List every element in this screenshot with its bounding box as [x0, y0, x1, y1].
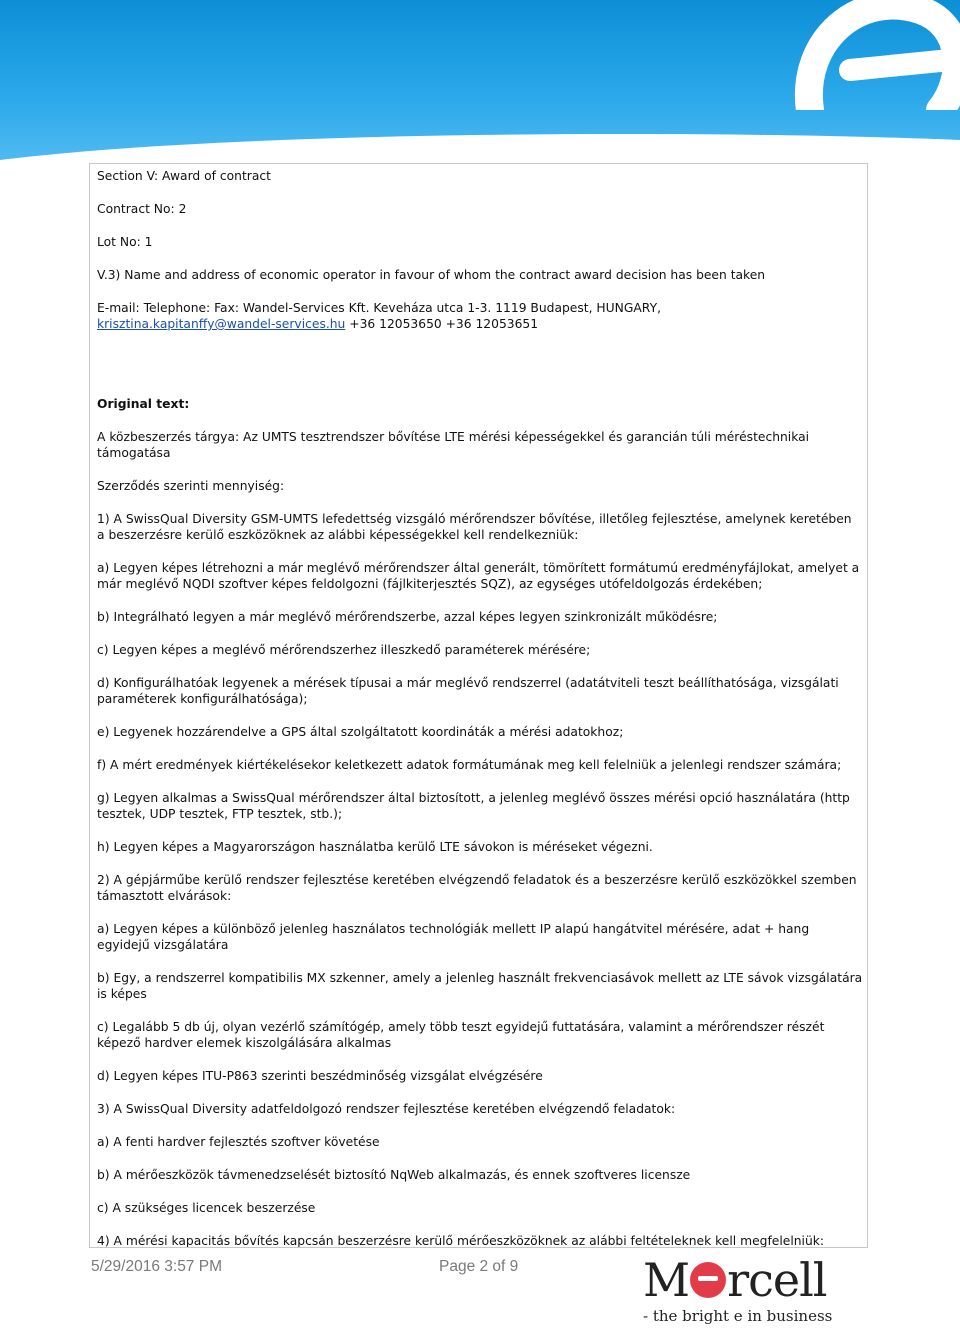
- brand-wordmark-end: rcell: [727, 1253, 827, 1307]
- lot-number: Lot No: 1: [97, 235, 153, 249]
- footer-divider: [89, 1247, 868, 1248]
- paragraph: e) Legyenek hozzárendelve a GPS által szolgáltatott koordináták a mérési adatokhoz;: [97, 725, 624, 739]
- banner-e-logo-icon: [790, 0, 960, 110]
- paragraph: 4) A mérési kapacitás bővítés kapcsán beszerzésre kerülő mérőeszközöknek az alábbi feltételeknek kell megfelelniük:: [97, 1234, 825, 1248]
- paragraph: 1) A SwissQual Diversity GSM-UMTS lefedettség vizsgáló mérőrendszer bővítése, illetőleg fejlesztése, amelynek keretében a beszerzésre kerülő eszközöknek az alábbi képességekkel kell rendelkezniük:: [97, 512, 852, 542]
- operator-heading: V.3) Name and address of economic operator in favour of whom the contract award decision has been taken: [97, 268, 766, 282]
- header-banner: [0, 0, 960, 160]
- brand-tagline: - the bright e in business: [643, 1307, 833, 1325]
- paragraph: c) Legyen képes a meglévő mérőrendszerhez illeszkedő paraméterek mérésére;: [97, 643, 591, 657]
- footer-date: 5/29/2016 3:57 PM: [91, 1258, 222, 1275]
- paragraph: A közbeszerzés tárgya: Az UMTS tesztrendszer bővítése LTE mérési képességekkel és garancián túli méréstechnikai támogatása: [97, 430, 810, 460]
- contact-address: E-mail: Telephone: Fax: Wandel-Services Kft. Keveháza utca 1-3. 1119 Budapest, HUNGARY,: [97, 301, 661, 315]
- contract-number: Contract No: 2: [97, 202, 187, 216]
- paragraph: b) Egy, a rendszerrel kompatibilis MX szkenner, amely a jelenleg használt frekvenciasávok mellett az LTE sávok vizsgálatára is képes: [97, 971, 863, 1001]
- brand-e-icon: [690, 1262, 726, 1298]
- brand-wordmark-start: M: [643, 1253, 690, 1307]
- operator-contact: [97, 300, 863, 332]
- paragraph: f) A mért eredmények kiértékelésekor keletkezett adatok formátumának meg kell felelniük a jelenlegi rendszer számára;: [97, 758, 842, 772]
- contact-email-link[interactable]: krisztina.kapitanffy@wandel-services.hu: [97, 317, 346, 331]
- paragraph: h) Legyen képes a Magyarországon használatba kerülő LTE sávokon is méréseket végezni.: [97, 840, 653, 854]
- paragraph: g) Legyen alkalmas a SwissQual mérőrendszer által biztosított, a jelenleg meglévő összes mérési opció használatára (http tesztek, UDP tesztek, FTP tesztek, stb.);: [97, 791, 850, 821]
- paragraph: 2) A gépjárműbe kerülő rendszer fejlesztése keretében elvégzendő feladatok és a beszerzésre kerülő eszközökkel szemben támasztott elvárások:: [97, 873, 857, 903]
- paragraph: c) Legalább 5 db új, olyan vezérlő számítógép, amely több teszt egyidejű futtatására, valamint a mérőrendszer részét képező hardver elemek kiszolgálására alkalmas: [97, 1020, 825, 1050]
- contact-phones: +36 12053650 +36 12053651: [345, 317, 539, 331]
- section-heading: Section V: Award of contract: [97, 169, 271, 183]
- paragraph: a) Legyen képes létrehozni a már meglévő mérőrendszer által generált, tömörített formátumú eredményfájlokat, amelyet a már meglévő NQDI szoftver képes feldolgozni (fájlkiterjesztés SQZ), az egységes utófeldolgozás érdekében;: [97, 561, 860, 591]
- original-text-label: Original text:: [97, 397, 190, 411]
- paragraph: c) A szükséges licencek beszerzése: [97, 1201, 316, 1215]
- paragraph: 3) A SwissQual Diversity adatfeldolgozó rendszer fejlesztése keretében elvégzendő feladatok:: [97, 1102, 676, 1116]
- paragraph: a) Legyen képes a különböző jelenleg használatos technológiák mellett IP alapú hangátvitel mérésére, adat + hang egyidejű vizsgálatára: [97, 922, 810, 952]
- banner-wave: [0, 120, 960, 160]
- brand-wordmark: [643, 1252, 827, 1308]
- paragraph: a) A fenti hardver fejlesztés szoftver követése: [97, 1135, 380, 1149]
- paragraph: b) A mérőeszközök távmenedzselését biztosító NqWeb alkalmazás, és ennek szoftveres licensze: [97, 1168, 691, 1182]
- paragraph: Szerződés szerinti mennyiség:: [97, 479, 285, 493]
- paragraph: d) Konfigurálhatóak legyenek a mérések típusai a már meglévő rendszerrel (adatátviteli teszt beállíthatósága, vizsgálati paraméterek konfigurálhatósága);: [97, 676, 839, 706]
- brand-logo: [643, 1252, 868, 1329]
- notice-content: [89, 163, 868, 1248]
- paragraph: b) Integrálható legyen a már meglévő mérőrendszerbe, azzal képes legyen szinkronizált működésre;: [97, 610, 718, 624]
- paragraph: d) Legyen képes ITU-P863 szerinti beszédminőség vizsgálat elvégzésére: [97, 1069, 543, 1083]
- footer-page-number: Page 2 of 9: [439, 1258, 519, 1275]
